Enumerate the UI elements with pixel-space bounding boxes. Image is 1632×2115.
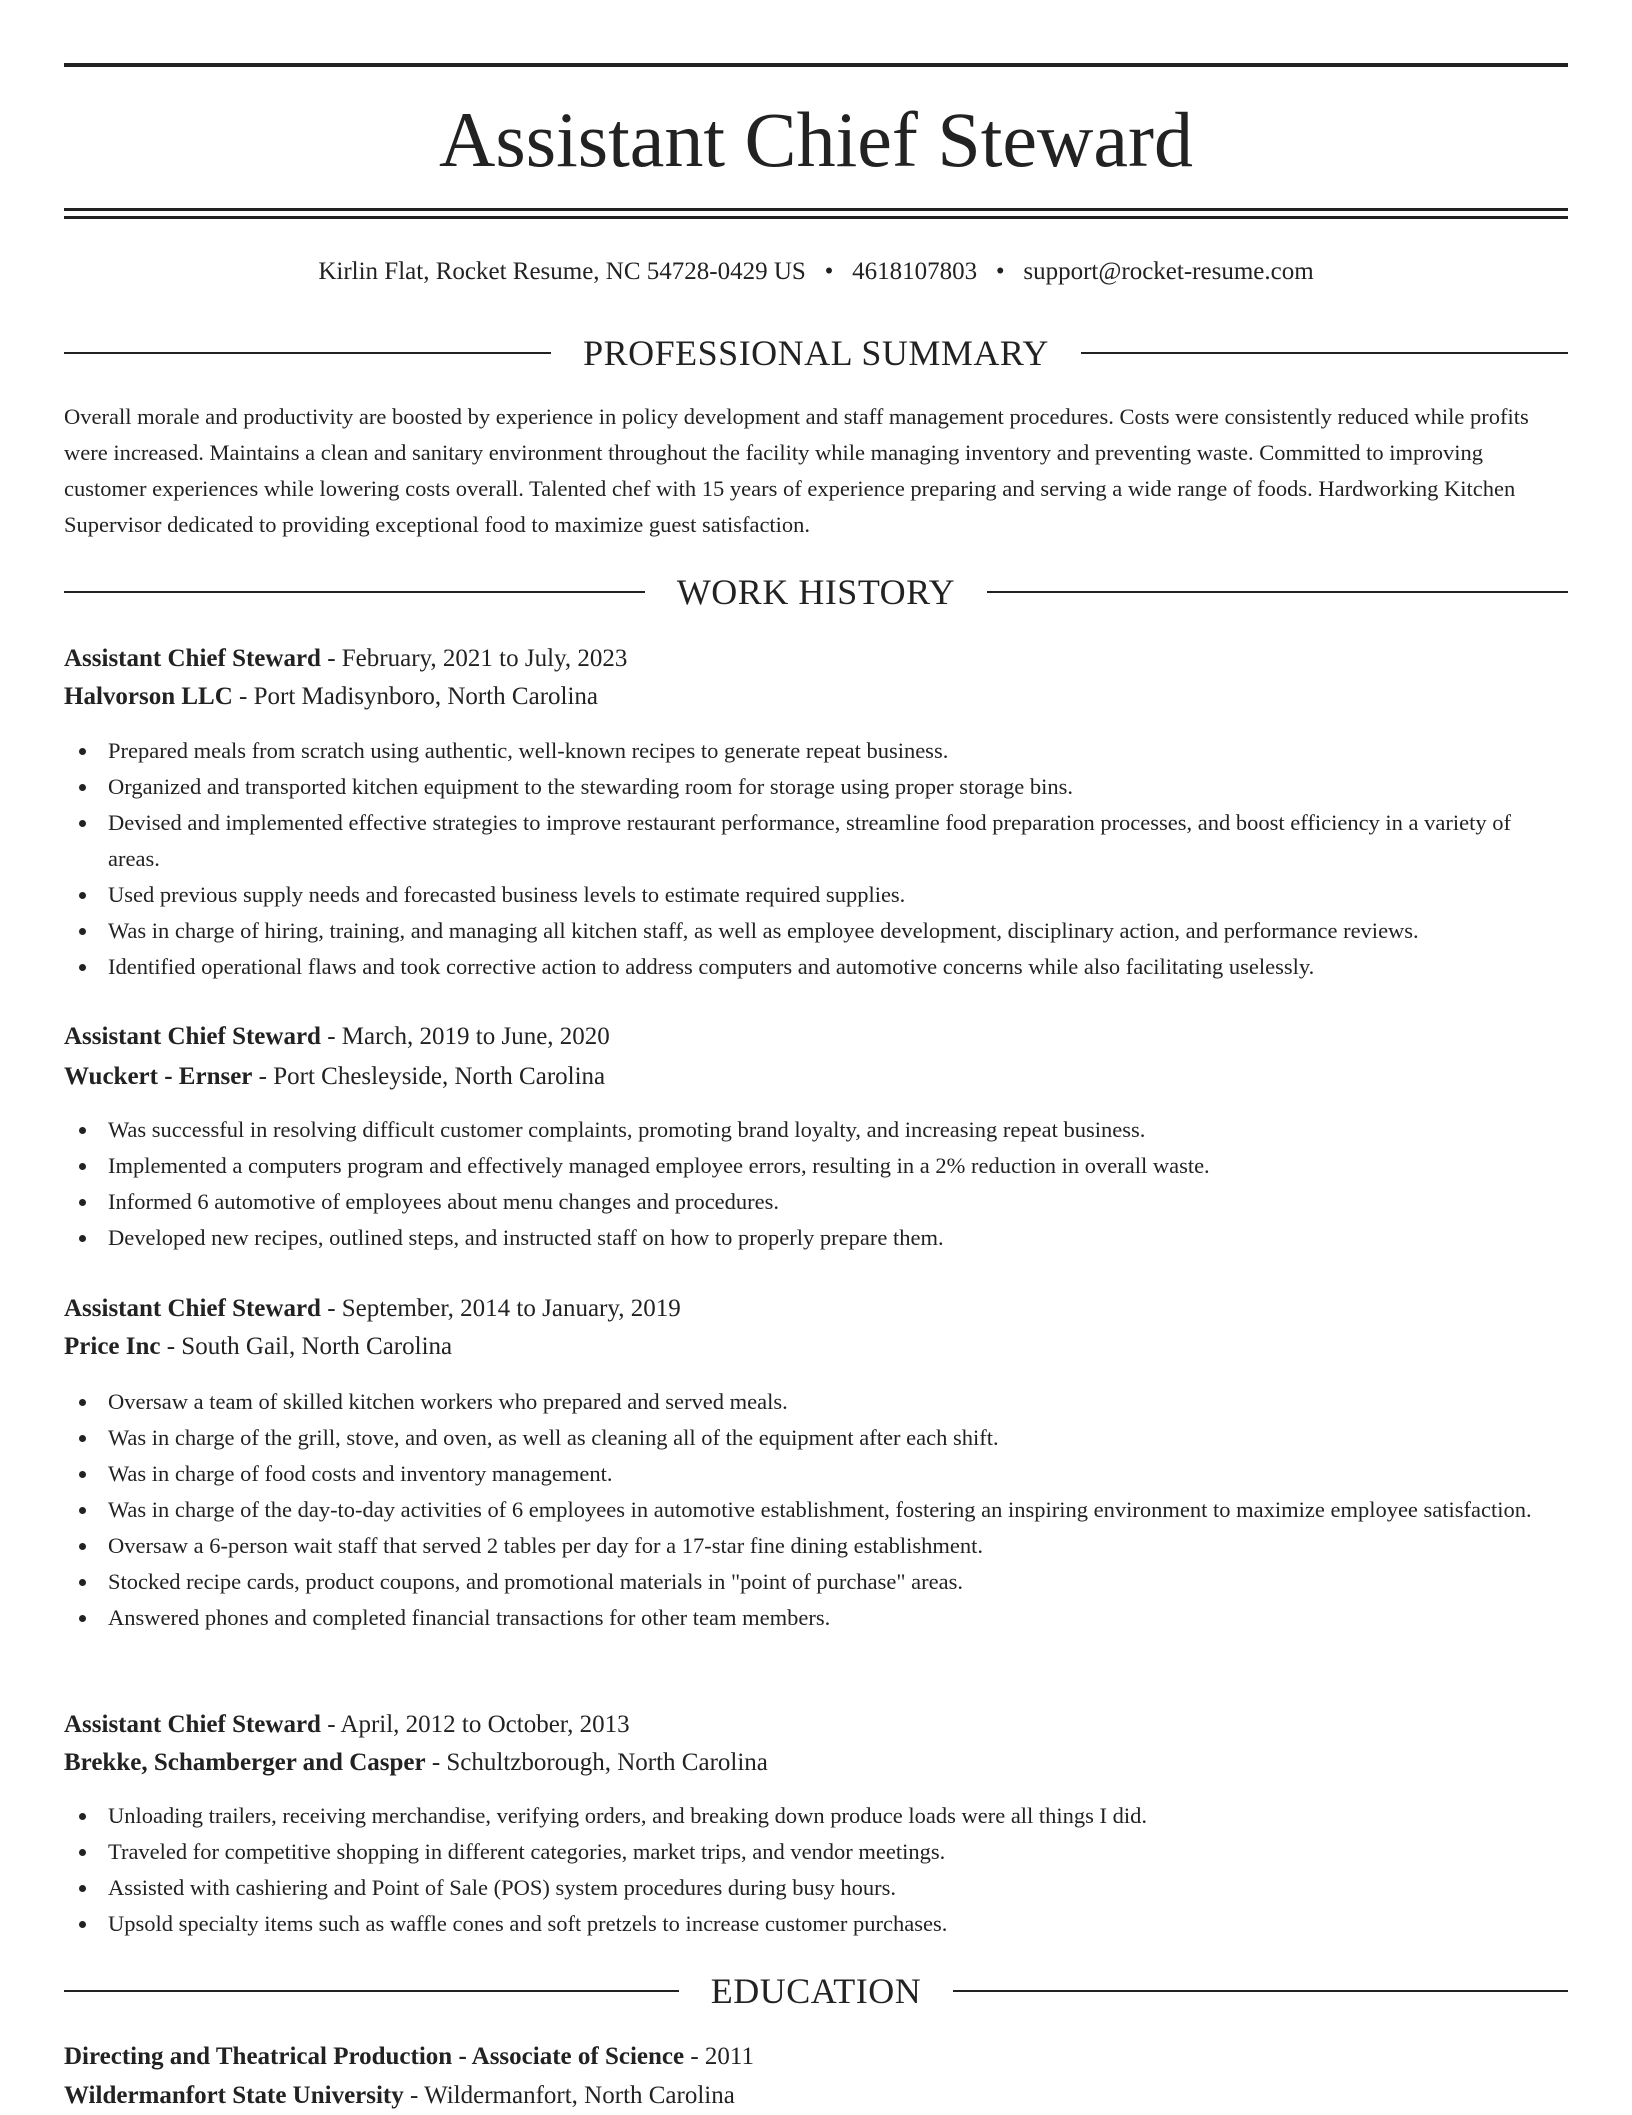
heading-rule-right xyxy=(987,591,1568,593)
job-company: Wuckert - Ernser xyxy=(64,1063,253,1090)
education-school-line xyxy=(64,2077,1568,2115)
list-item: Answered phones and completed financial transactions for other team members. xyxy=(64,1600,1568,1636)
education-degree: Directing and Theatrical Production - Associate of Science xyxy=(64,2043,685,2070)
list-item: Stocked recipe cards, product coupons, and promotional materials in "point of purchase" areas. xyxy=(64,1564,1568,1600)
job-company-line xyxy=(64,1058,1568,1096)
list-item: Oversaw a 6-person wait staff that served 2 tables per day for a 17-star fine dining establishment. xyxy=(64,1528,1568,1564)
list-item: Was in charge of the day-to-day activities of 6 employees in automotive establishment, fostering an inspiring environment to maximize employee satisfaction. xyxy=(64,1492,1568,1528)
education-school: Wildermanfort State University xyxy=(64,2082,404,2109)
job-dates: - February, 2021 to July, 2023 xyxy=(320,645,628,672)
job-company: Price Inc xyxy=(64,1333,161,1360)
job-company: Brekke, Schamberger and Casper xyxy=(64,1749,426,1776)
heading-rule-left xyxy=(64,591,645,593)
list-item: Oversaw a team of skilled kitchen workers who prepared and served meals. xyxy=(64,1384,1568,1420)
work-history-heading-label: WORK HISTORY xyxy=(676,572,956,612)
list-item: Prepared meals from scratch using authentic, well-known recipes to generate repeat business. xyxy=(64,733,1568,769)
list-item: Unloading trailers, receiving merchandise, verifying orders, and breaking down produce loads were all things I did. xyxy=(64,1798,1568,1834)
job-bullets xyxy=(64,1798,1568,1942)
list-item: Assisted with cashiering and Point of Sale (POS) system procedures during busy hours. xyxy=(64,1870,1568,1906)
title-underline-lower xyxy=(64,216,1568,219)
education-degree-line xyxy=(64,2038,1568,2076)
job-bullets xyxy=(64,1112,1568,1256)
list-item: Implemented a computers program and effectively managed employee errors, resulting in a 2% reduction in overall waste. xyxy=(64,1148,1568,1184)
job-title-line xyxy=(64,640,1568,678)
list-item: Organized and transported kitchen equipment to the stewarding room for storage using proper storage bins. xyxy=(64,769,1568,805)
job-dates: - April, 2012 to October, 2013 xyxy=(320,1711,630,1738)
separator-dot: • xyxy=(824,258,834,285)
list-item: Devised and implemented effective strategies to improve restaurant performance, streamline food preparation processes, and boost efficiency in a variety of areas. xyxy=(64,805,1568,877)
job-location: - South Gail, North Carolina xyxy=(160,1333,453,1360)
summary-heading-label: PROFESSIONAL SUMMARY xyxy=(583,333,1049,373)
title-underline-upper xyxy=(64,208,1568,211)
contact-line xyxy=(64,254,1568,290)
heading-rule-left xyxy=(64,1990,679,1992)
list-item: Identified operational flaws and took corrective action to address computers and automotive concerns while also facilitating uselessly. xyxy=(64,949,1568,985)
list-item: Was successful in resolving difficult customer complaints, promoting brand loyalty, and increasing repeat business. xyxy=(64,1112,1568,1148)
education-location: - Wildermanfort, North Carolina xyxy=(403,2082,735,2109)
list-item: Upsold specialty items such as waffle cones and soft pretzels to increase customer purchases. xyxy=(64,1906,1568,1942)
job-dates: - March, 2019 to June, 2020 xyxy=(320,1023,610,1050)
contact-address: Kirlin Flat, Rocket Resume, NC 54728-0429 US xyxy=(318,258,806,285)
list-item: Was in charge of the grill, stove, and oven, as well as cleaning all of the equipment after each shift. xyxy=(64,1420,1568,1456)
education-heading-label: EDUCATION xyxy=(710,1971,922,2011)
job-dates: - September, 2014 to January, 2019 xyxy=(320,1295,681,1322)
job-company: Halvorson LLC xyxy=(64,683,233,710)
contact-email: support@rocket-resume.com xyxy=(1023,258,1314,285)
heading-rule-right xyxy=(953,1990,1568,1992)
job-bullets xyxy=(64,733,1568,985)
heading-rule-right xyxy=(1081,352,1568,354)
resume-title: Assistant Chief Steward xyxy=(439,96,1193,183)
summary-heading xyxy=(64,333,1568,373)
job-title-line xyxy=(64,1018,1568,1056)
job-title: Assistant Chief Steward xyxy=(64,1711,321,1738)
list-item: Was in charge of hiring, training, and managing all kitchen staff, as well as employee development, disciplinary action, and performance reviews. xyxy=(64,913,1568,949)
list-item: Developed new recipes, outlined steps, and instructed staff on how to properly prepare them. xyxy=(64,1220,1568,1256)
work-history-heading xyxy=(64,572,1568,612)
heading-rule-left xyxy=(64,352,551,354)
summary-text: Overall morale and productivity are boosted by experience in policy development and staff management procedures. Costs were consistently reduced while profits were increased. Maintains a clean and sanitary environment throughout the facility while managing inventory and preventing waste. Committed to improving customer experiences while lowering costs overall. Talented chef with 15 years of experience preparing and serving a wide range of foods. Hardworking Kitchen Supervisor dedicated to providing exceptional food to maximize guest satisfaction. xyxy=(64,404,1529,537)
job-company-line xyxy=(64,1328,1568,1366)
job-title: Assistant Chief Steward xyxy=(64,645,321,672)
job-location: - Schultzborough, North Carolina xyxy=(425,1749,768,1776)
job-title: Assistant Chief Steward xyxy=(64,1295,321,1322)
job-location: - Port Chesleyside, North Carolina xyxy=(252,1063,606,1090)
education-year: - 2011 xyxy=(684,2043,754,2070)
contact-phone: 4618107803 xyxy=(852,258,978,285)
education-heading xyxy=(64,1971,1568,2011)
job-company-line xyxy=(64,1744,1568,1782)
list-item: Traveled for competitive shopping in different categories, market trips, and vendor meetings. xyxy=(64,1834,1568,1870)
job-company-line xyxy=(64,678,1568,716)
list-item: Used previous supply needs and forecasted business levels to estimate required supplies. xyxy=(64,877,1568,913)
list-item: Was in charge of food costs and inventory management. xyxy=(64,1456,1568,1492)
job-title: Assistant Chief Steward xyxy=(64,1023,321,1050)
list-item: Informed 6 automotive of employees about menu changes and procedures. xyxy=(64,1184,1568,1220)
job-bullets xyxy=(64,1384,1568,1636)
top-rule xyxy=(64,63,1568,67)
job-location: - Port Madisynboro, North Carolina xyxy=(232,683,599,710)
job-title-line xyxy=(64,1290,1568,1328)
job-title-line xyxy=(64,1706,1568,1744)
separator-dot: • xyxy=(995,258,1005,285)
